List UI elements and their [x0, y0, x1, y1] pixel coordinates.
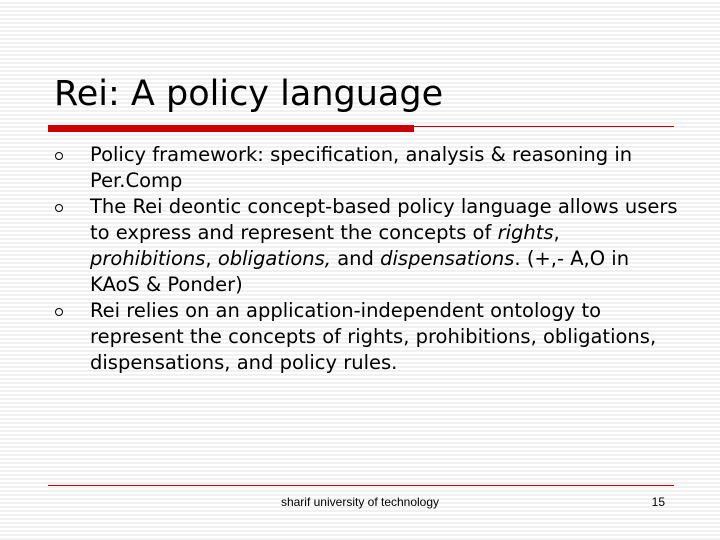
page-number: 15 — [651, 495, 665, 509]
footer-text: sharif university of technology — [280, 495, 440, 509]
bullet-text-segment: , — [205, 247, 218, 270]
term-dispensations: dispensations — [380, 247, 515, 270]
title-underline-thick — [48, 125, 414, 132]
bullet-text: Rei relies on an application-independent ontology to represent the concepts of rights, prohibitions, obligations, dispensations, and policy rules. — [90, 299, 657, 374]
slide-title: Rei: A policy language — [54, 74, 444, 114]
bullet-text-segment: The Rei deontic concept-based policy language allows users to express and represent the concepts of — [90, 195, 678, 244]
bullet-text-segment: and — [331, 247, 381, 270]
footer-divider — [48, 485, 674, 486]
term-prohibitions: prohibitions — [90, 247, 206, 270]
bullet-text-segment: . (+,- A,O in KAoS & Ponder) — [90, 247, 630, 296]
bullet-item — [48, 142, 678, 194]
term-rights: rights — [497, 221, 554, 244]
bullet-text: Policy framework: specification, analysis & reasoning in Per.Comp — [90, 143, 633, 192]
hollow-circle-bullet-icon — [55, 308, 63, 316]
bullet-text-segment: , — [553, 221, 560, 244]
hollow-circle-bullet-icon — [55, 204, 63, 212]
bullet-list — [48, 142, 678, 376]
bullet-text — [90, 194, 678, 298]
title-underline-thin — [414, 126, 674, 127]
term-obligations: obligations, — [217, 247, 332, 270]
hollow-circle-bullet-icon — [55, 152, 63, 160]
bullet-item — [48, 194, 678, 298]
bullet-item — [48, 298, 678, 376]
